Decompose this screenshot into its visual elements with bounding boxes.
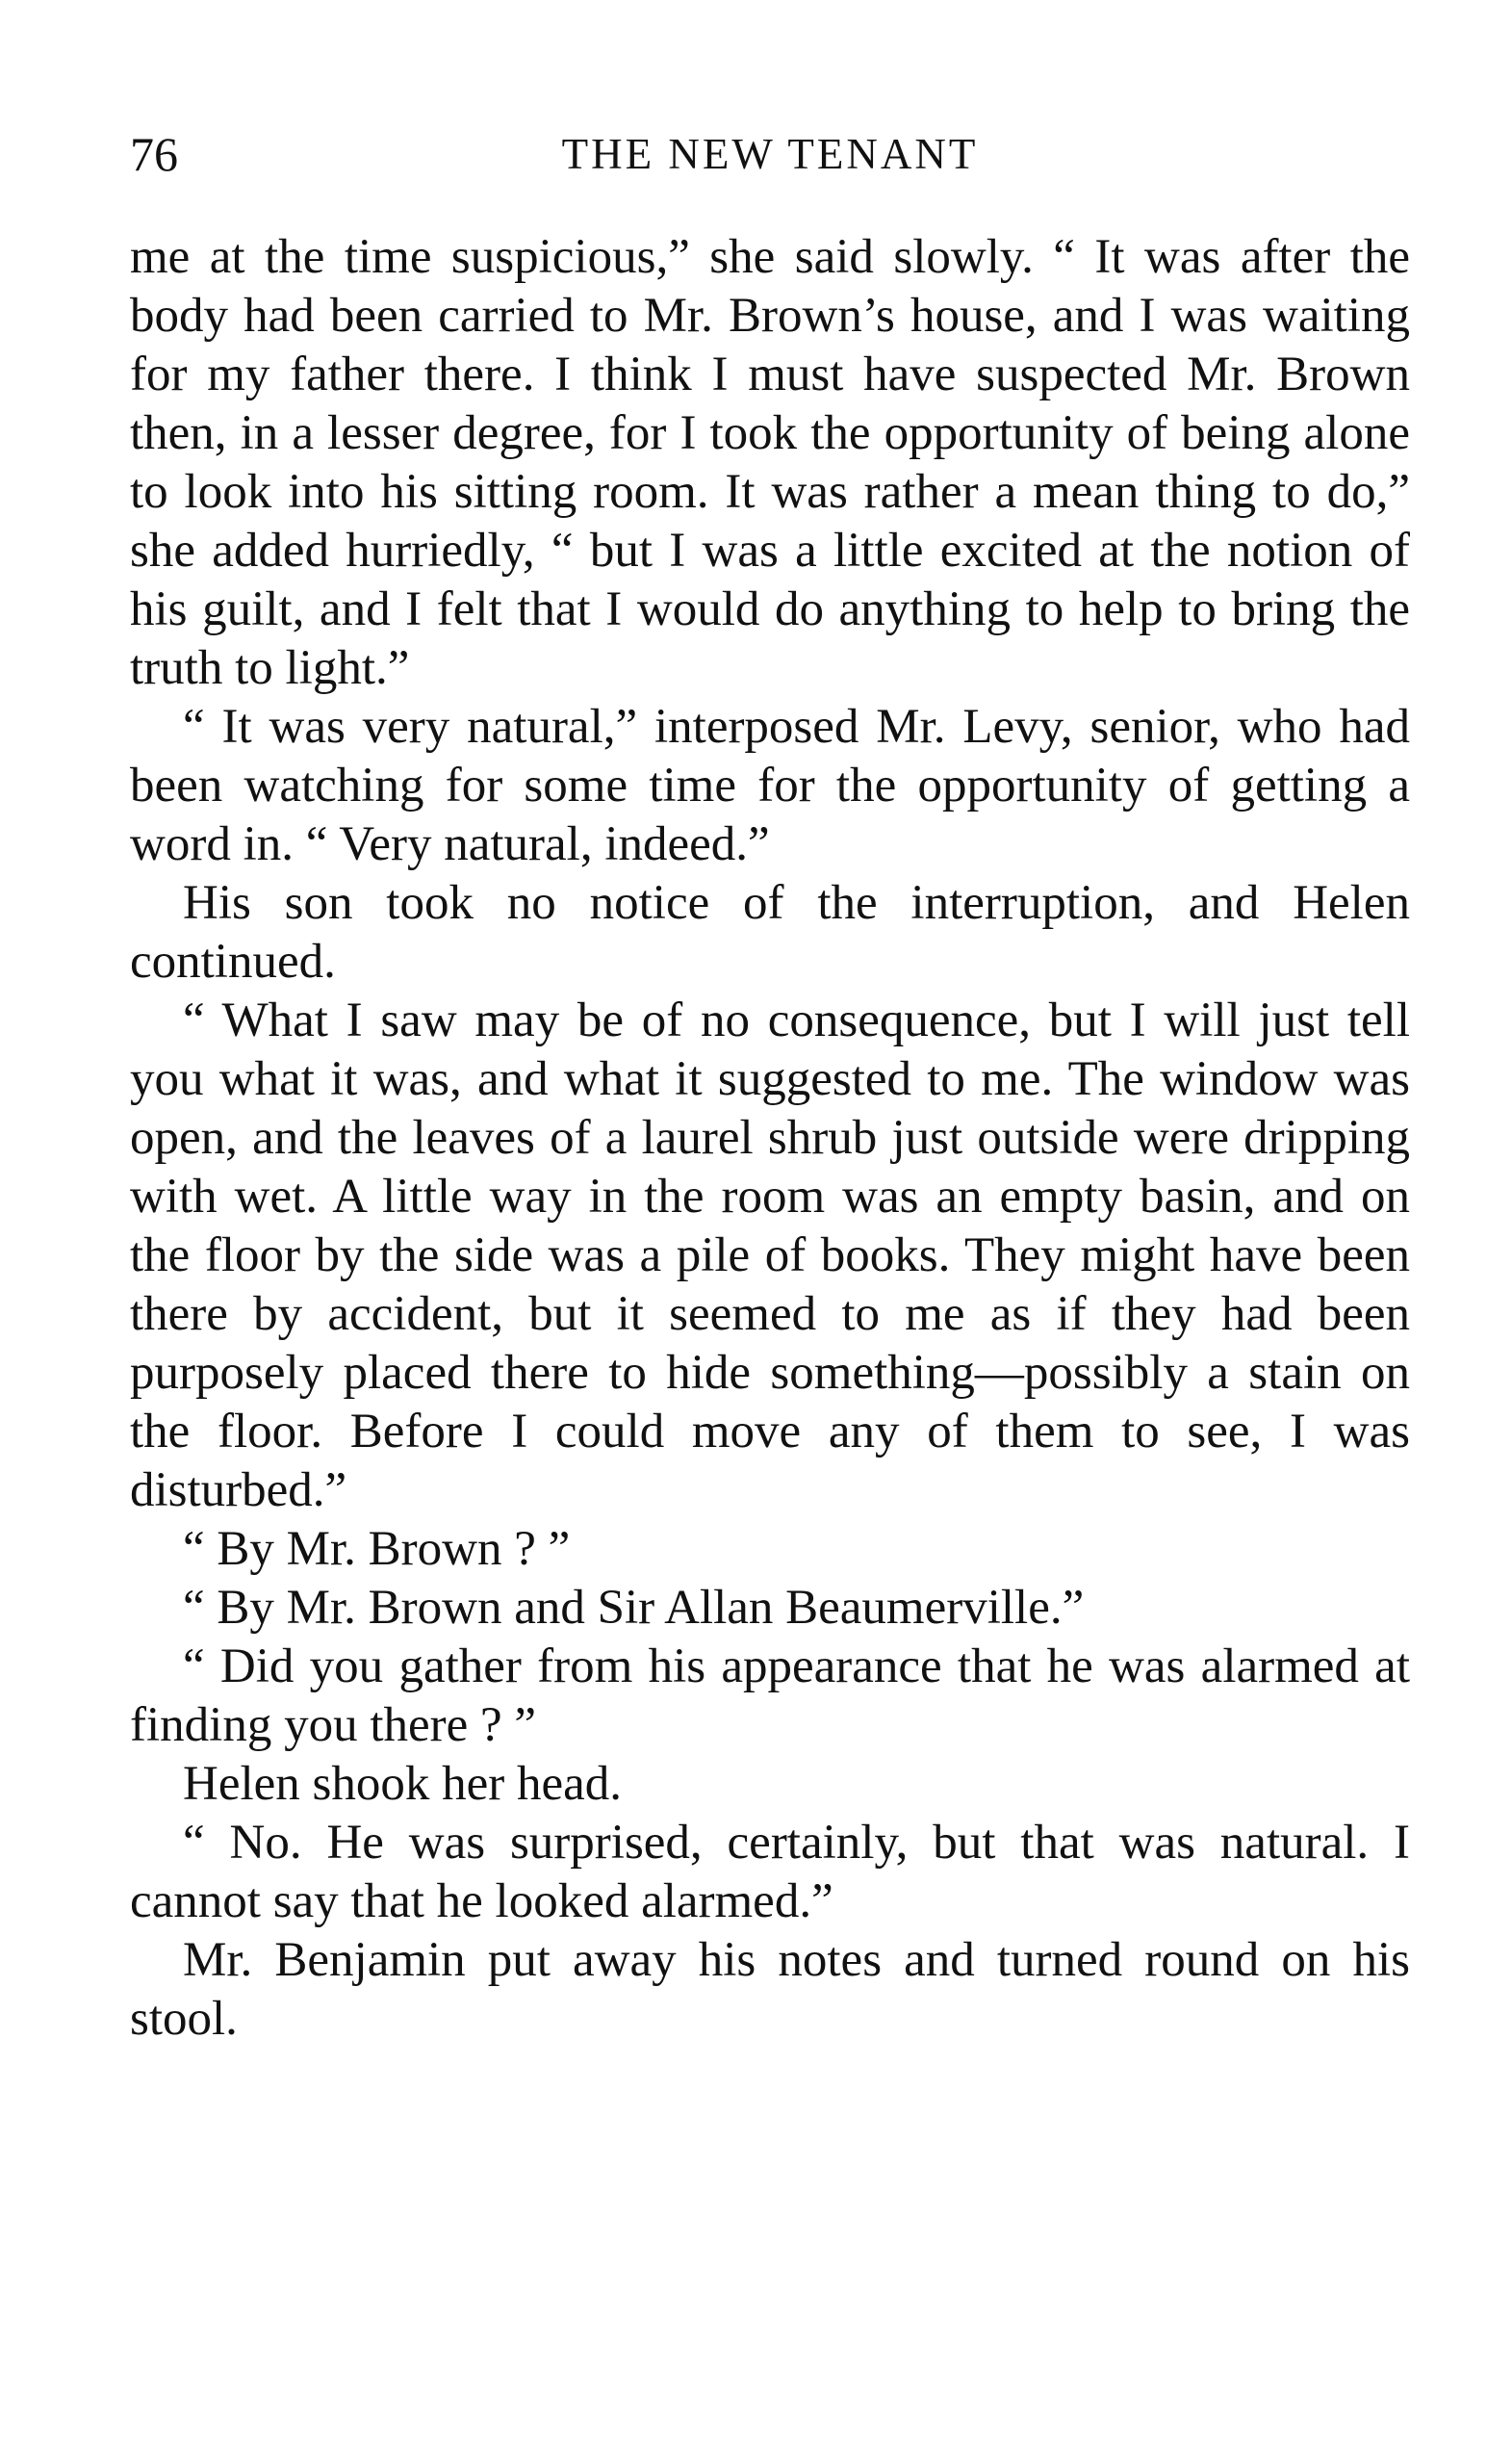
paragraph-6: “ By Mr. Brown and Sir Allan Beaumerville.” [183,1581,1085,1635]
page-number: 76 [130,127,178,181]
body-text [130,228,1410,2049]
paragraph-2: “ It was very natural,” interposed Mr. Levy, senior, who had been watching for some time for the opportunity of getting a word in. “ Very natural, indeed.” [130,700,1410,871]
paragraph-8: Helen shook her head. [183,1757,623,1811]
paragraph-10: Mr. Benjamin put away his notes and turned round on his stool. [130,1933,1410,2046]
paragraph-9: “ No. He was surprised, certainly, but that was natural. I cannot say that he looked alarmed.” [130,1816,1410,1928]
paragraph-1: me at the time suspicious,” she said slowly. “ It was after the body had been carried to Mr. Brown’s house, and I was waiting for my father there. I think I must have suspected Mr. Brown then, in a lesser degree, for I took the opportunity of being alone to look into his sitting room. It was rather a mean thing to do,” she added hurriedly, “ but I was a little excited at the notion of his guilt, and I felt that I would do anything to help to bring the truth to light.” [130,230,1410,695]
paragraph-3: His son took no notice of the interruption, and Helen continued. [130,876,1410,989]
running-head: THE NEW TENANT [561,130,979,178]
paragraph-4: “ What I saw may be of no consequence, but I will just tell you what it was, and what it suggested to me. The window was open, and the leaves of a laurel shrub just outside were dripping with wet. A little way in the room was an empty basin, and on the floor by the side was a pile of books. They might have been there by accident, but it seemed to me as if they had been purposely placed there to hide something—possibly a stain on the floor. Before I could move any of them to see, I was disturbed.” [130,994,1410,1517]
paragraph-5: “ By Mr. Brown ? ” [183,1522,571,1576]
paragraph-7: “ Did you gather from his appearance that he was alarmed at finding you there ? ” [130,1639,1410,1752]
page-header [130,125,1410,183]
